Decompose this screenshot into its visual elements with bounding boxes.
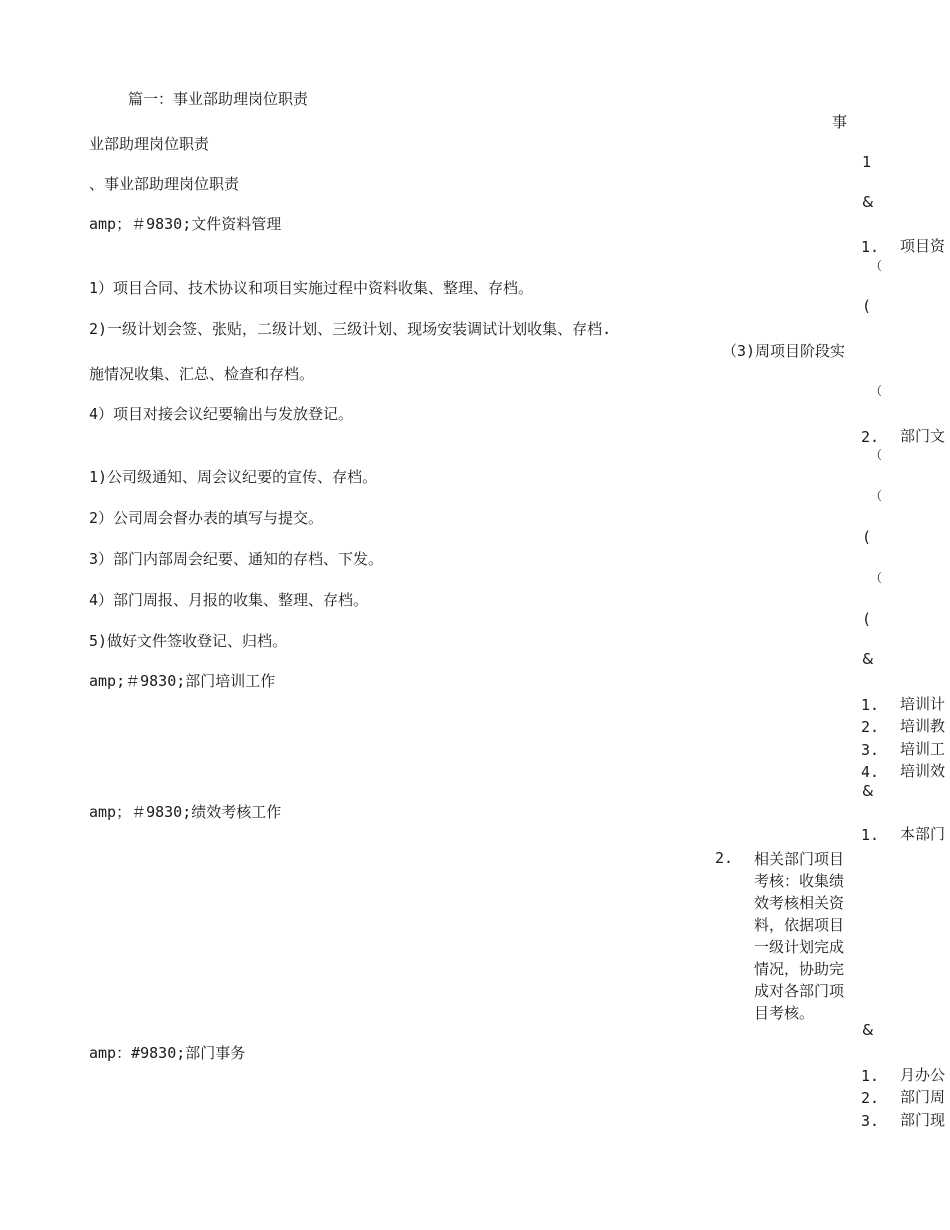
right-list-text: 项目资	[900, 237, 946, 255]
right-list-number: 2.	[861, 718, 880, 736]
right-fragment: (	[862, 528, 872, 546]
right-list-number: 3.	[861, 741, 880, 759]
right-list-number: 2.	[861, 428, 880, 446]
list-item: 3）部门内部周会纪要、通知的存档、下发。	[89, 550, 384, 568]
right-fragment: &	[862, 193, 874, 211]
subtitle-line: 业部助理岗位职责	[89, 135, 210, 153]
right-fragment: &	[862, 1021, 874, 1039]
right-fragment: （	[870, 571, 883, 585]
section-file-management: amp；＃9830;文件资料管理	[89, 215, 282, 233]
right-list-text: 培训教	[900, 717, 946, 735]
list-item: 5)做好文件签收登记、归档。	[89, 632, 288, 650]
performance-assessment-paragraph: 相关部门项目考核：收集绩效考核相关资料，依据项目一级计划完成情况，协助完成对各部门项目考核。	[754, 850, 845, 1022]
right-fragment: &	[862, 782, 874, 800]
right-list-number: 2.	[715, 849, 734, 867]
section-department-affairs: amp：#9830;部门事务	[89, 1044, 246, 1062]
right-fragment: （	[870, 448, 883, 462]
right-list-text: 培训效	[900, 762, 946, 780]
right-fragment: （	[870, 489, 883, 503]
right-list-text: 部门文	[900, 427, 946, 445]
right-list-text: 部门现	[900, 1111, 946, 1129]
right-list-number: 1.	[861, 238, 880, 256]
right-list-text: 培训工	[900, 740, 946, 758]
list-item: 4）项目对接会议纪要输出与发放登记。	[89, 405, 354, 423]
right-list-number: 1.	[861, 1067, 880, 1085]
right-fragment: （3)周项目阶段实	[722, 342, 846, 360]
right-list-number: 1.	[861, 696, 880, 714]
list-item: 4）部门周报、月报的收集、整理、存档。	[89, 591, 369, 609]
right-list-number: 3.	[861, 1112, 880, 1130]
section-training: amp;＃9830;部门培训工作	[89, 672, 276, 690]
document-title: 篇一：事业部助理岗位职责	[128, 90, 309, 108]
section-heading: 、事业部助理岗位职责	[89, 175, 240, 193]
section-performance: amp；＃9830;绩效考核工作	[89, 803, 282, 821]
list-item: 1)公司级通知、周会议纪要的宣传、存档。	[89, 468, 378, 486]
list-item: 2）公司周会督办表的填写与提交。	[89, 509, 324, 527]
right-list-number: 4.	[861, 763, 880, 781]
list-item: 施情况收集、汇总、检查和存档。	[89, 365, 315, 383]
right-fragment: （	[870, 384, 883, 398]
right-list-text: 培训计	[900, 695, 946, 713]
list-item: 2)一级计划会签、张贴，二级计划、三级计划、现场安装调试计划收集、存档.	[89, 320, 612, 338]
right-list-text: 本部门	[900, 825, 946, 843]
right-list-number: 2.	[861, 1089, 880, 1107]
right-list-number: 1.	[861, 826, 880, 844]
right-list-text: 部门周	[900, 1088, 946, 1106]
list-item: 1）项目合同、技术协议和项目实施过程中资料收集、整理、存档。	[89, 279, 534, 297]
right-fragment: &	[862, 650, 874, 668]
right-list-text: 月办公	[900, 1066, 946, 1084]
right-fragment: (	[862, 297, 872, 315]
right-fragment: 事	[832, 113, 848, 131]
right-fragment: (	[862, 610, 872, 628]
right-fragment: 1	[862, 153, 872, 171]
right-fragment: （	[870, 259, 883, 273]
